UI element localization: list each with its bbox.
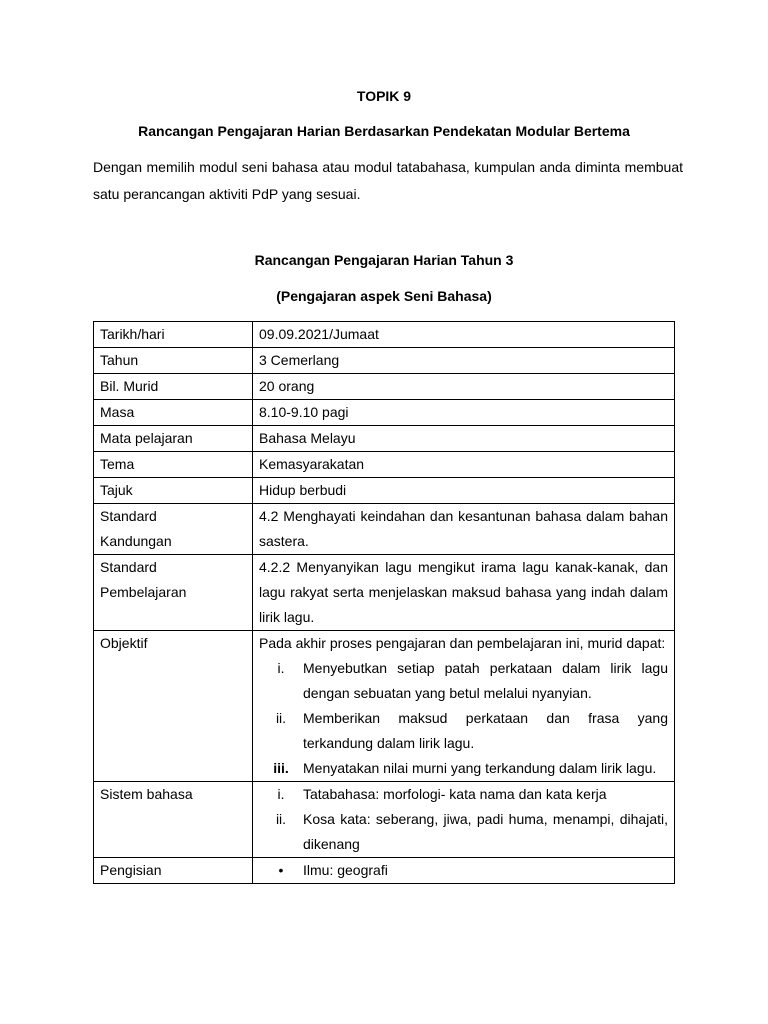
row-value: 09.09.2021/Jumaat [253, 322, 675, 348]
list-text: Menyebutkan setiap patah perkataan dalam lirik lagu dengan sebuatan yang betul melalui nyanyian. [303, 660, 668, 701]
table-row [94, 374, 675, 400]
row-value [253, 858, 675, 884]
row-label [94, 555, 253, 631]
row-label: Tajuk [94, 478, 253, 504]
list-text: Tatabahasa: morfologi- kata nama dan kata kerja [303, 786, 607, 802]
table-row [94, 452, 675, 478]
row-label [94, 504, 253, 555]
row-label: Tema [94, 452, 253, 478]
list-text: Kosa kata: seberang, jiwa, padi huma, menampi, dihajati, dikenang [303, 811, 668, 852]
row-value: 8.10-9.10 pagi [253, 400, 675, 426]
topic-subtitle: Rancangan Pengajaran Harian Berdasarkan Pendekatan Modular Bertema [138, 123, 630, 139]
table-row [94, 322, 675, 348]
row-value: 20 orang [253, 374, 675, 400]
table-row [94, 555, 675, 631]
intro-paragraph: Dengan memilih modul seni bahasa atau modul tatabahasa, kumpulan anda diminta membuat satu perancangan aktiviti PdP yang sesuai. [93, 159, 683, 202]
table-row [94, 504, 675, 555]
table-row-pengisian [94, 858, 675, 884]
row-label-line: Standard [100, 508, 157, 524]
row-label: Tarikh/hari [94, 322, 253, 348]
rph-title: Rancangan Pengajaran Harian Tahun 3 [254, 252, 514, 268]
list-item [259, 858, 668, 883]
rph-subtitle: (Pengajaran aspek Seni Bahasa) [276, 288, 492, 304]
row-label-line: Standard [100, 559, 157, 575]
pengisian-list [259, 858, 668, 883]
list-item [259, 706, 668, 756]
row-label: Bil. Murid [94, 374, 253, 400]
list-item [259, 756, 668, 781]
row-value: 4.2.2 Menyanyikan lagu mengikut irama lagu kanak-kanak, dan lagu rakyat serta menjelaskan maksud bahasa yang indah dalam lirik lagu. [253, 555, 675, 631]
row-label: Objektif [94, 631, 253, 782]
objektif-intro: Pada akhir proses pengajaran dan pembelajaran ini, murid dapat: [259, 635, 666, 651]
list-item [259, 782, 668, 807]
list-text: Menyatakan nilai murni yang terkandung dalam lirik lagu. [303, 760, 657, 776]
list-text: Memberikan maksud perkataan dan frasa yang terkandung dalam lirik lagu. [303, 710, 668, 751]
list-item [259, 656, 668, 706]
row-value [253, 631, 675, 782]
row-value: 4.2 Menghayati keindahan dan kesantunan bahasa dalam bahan sastera. [253, 504, 675, 555]
table-row-objektif [94, 631, 675, 782]
row-value: 3 Cemerlang [253, 348, 675, 374]
row-label: Sistem bahasa [94, 782, 253, 858]
row-label-line: Kandungan [100, 533, 172, 549]
sistem-bahasa-list [259, 782, 668, 857]
row-value: Hidup berbudi [253, 478, 675, 504]
row-value [253, 782, 675, 858]
list-number: i. [277, 786, 285, 802]
row-label: Masa [94, 400, 253, 426]
list-number: ii. [275, 710, 287, 726]
topic-heading: TOPIK 9 [356, 88, 412, 104]
table-row-sistem-bahasa [94, 782, 675, 858]
list-text: Ilmu: geografi [303, 862, 388, 878]
table-row [94, 348, 675, 374]
list-item [259, 807, 668, 857]
list-number: iii. [273, 760, 289, 776]
row-label: Tahun [94, 348, 253, 374]
bullet-icon: • [278, 862, 284, 878]
table-row [94, 400, 675, 426]
row-label-line: Pembelajaran [100, 584, 187, 600]
row-label: Pengisian [94, 858, 253, 884]
row-label: Mata pelajaran [94, 426, 253, 452]
objektif-list [259, 656, 668, 781]
lesson-plan-table [93, 321, 675, 884]
list-number: i. [277, 660, 285, 676]
list-number: ii. [275, 811, 287, 827]
row-value: Bahasa Melayu [253, 426, 675, 452]
row-value: Kemasyarakatan [253, 452, 675, 478]
table-row [94, 478, 675, 504]
table-row [94, 426, 675, 452]
